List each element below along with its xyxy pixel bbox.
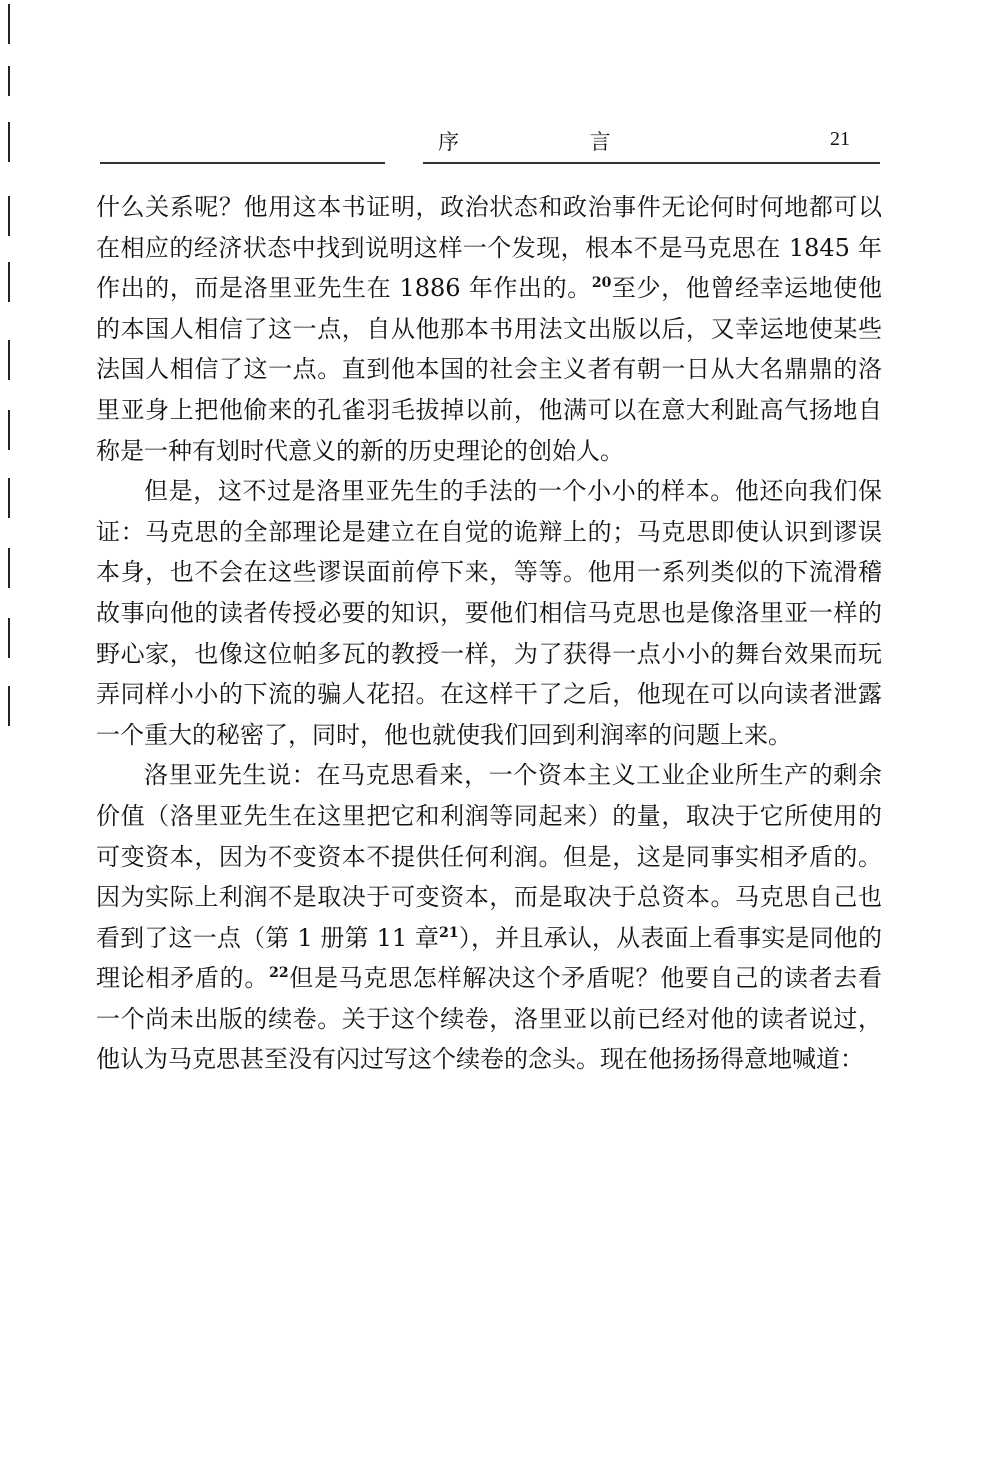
footnote-marker: 21	[439, 924, 459, 941]
paragraph-text: ），并且承认，从表面上看事实是同他的理论相矛盾的。	[96, 923, 882, 993]
paragraph	[96, 755, 882, 1080]
page-number: 21	[830, 128, 850, 150]
paragraph-text: 洛里亚先生说：在马克思看来，一个资本主义工业企业所生产的剩余价值（洛里亚先生在这里把它和利润等同起来）的量，取决于它所使用的可变资本，因为不变资本不提供任何利润。但是，这是同事实相矛盾的。因为实际上利润不是取决于可变资本，而是取决于总资本。马克思自己也看到了这一点（第 1 册第 11 章	[96, 761, 882, 952]
paragraph	[96, 471, 882, 755]
body-text	[96, 187, 882, 1080]
header-rule-gap	[385, 159, 423, 167]
running-header	[100, 126, 880, 160]
paragraph-text: 什么关系呢？他用这本书证明，政治状态和政治事件无论何时何地都可以在相应的经济状态中找到说明这样一个发现，根本不是马克思在 1845 年作出的，而是洛里亚先生在 1886 年作出的。	[96, 193, 882, 303]
header-rule	[100, 162, 880, 164]
paragraph-text: 但是，这不过是洛里亚先生的手法的一个小小的样本。他还向我们保证：马克思的全部理论是建立在自觉的诡辩上的；马克思即使认识到谬误本身，也不会在这些谬误面前停下来，等等。他用一系列类似的下流滑稽故事向他的读者传授必要的知识，要他们相信马克思也是像洛里亚一样的野心家，也像这位帕多瓦的教授一样，为了获得一点小小的舞台效果而玩弄同样小小的下流的骗人花招。在这样干了之后，他现在可以向读者泄露一个重大的秘密了，同时，他也就使我们回到利润率的问题上来。	[96, 477, 882, 749]
footnote-marker: 22	[269, 965, 289, 982]
chapter-title: 序 言	[438, 130, 673, 154]
paragraph-text: 但是马克思怎样解决这个矛盾呢？他要自己的读者去看一个尚未出版的续卷。关于这个续卷，洛里亚以前已经对他的读者说过，他认为马克思甚至没有闪过写这个续卷的念头。现在他扬扬得意地喊道：	[96, 964, 883, 1074]
scan-margin-marks	[8, 0, 12, 760]
footnote-marker: 20	[591, 275, 612, 292]
paragraph	[96, 187, 882, 471]
paragraph-text: 至少，他曾经幸运地使他的本国人相信了这一点，自从他那本书用法文出版以后，又幸运地使某些法国人相信了这一点。直到他本国的社会主义者有朝一日从大名鼎鼎的洛里亚身上把他偷来的孔雀羽毛拔掉以前，他满可以在意大利趾高气扬地自称是一种有划时代意义的新的历史理论的创始人。	[96, 274, 882, 465]
